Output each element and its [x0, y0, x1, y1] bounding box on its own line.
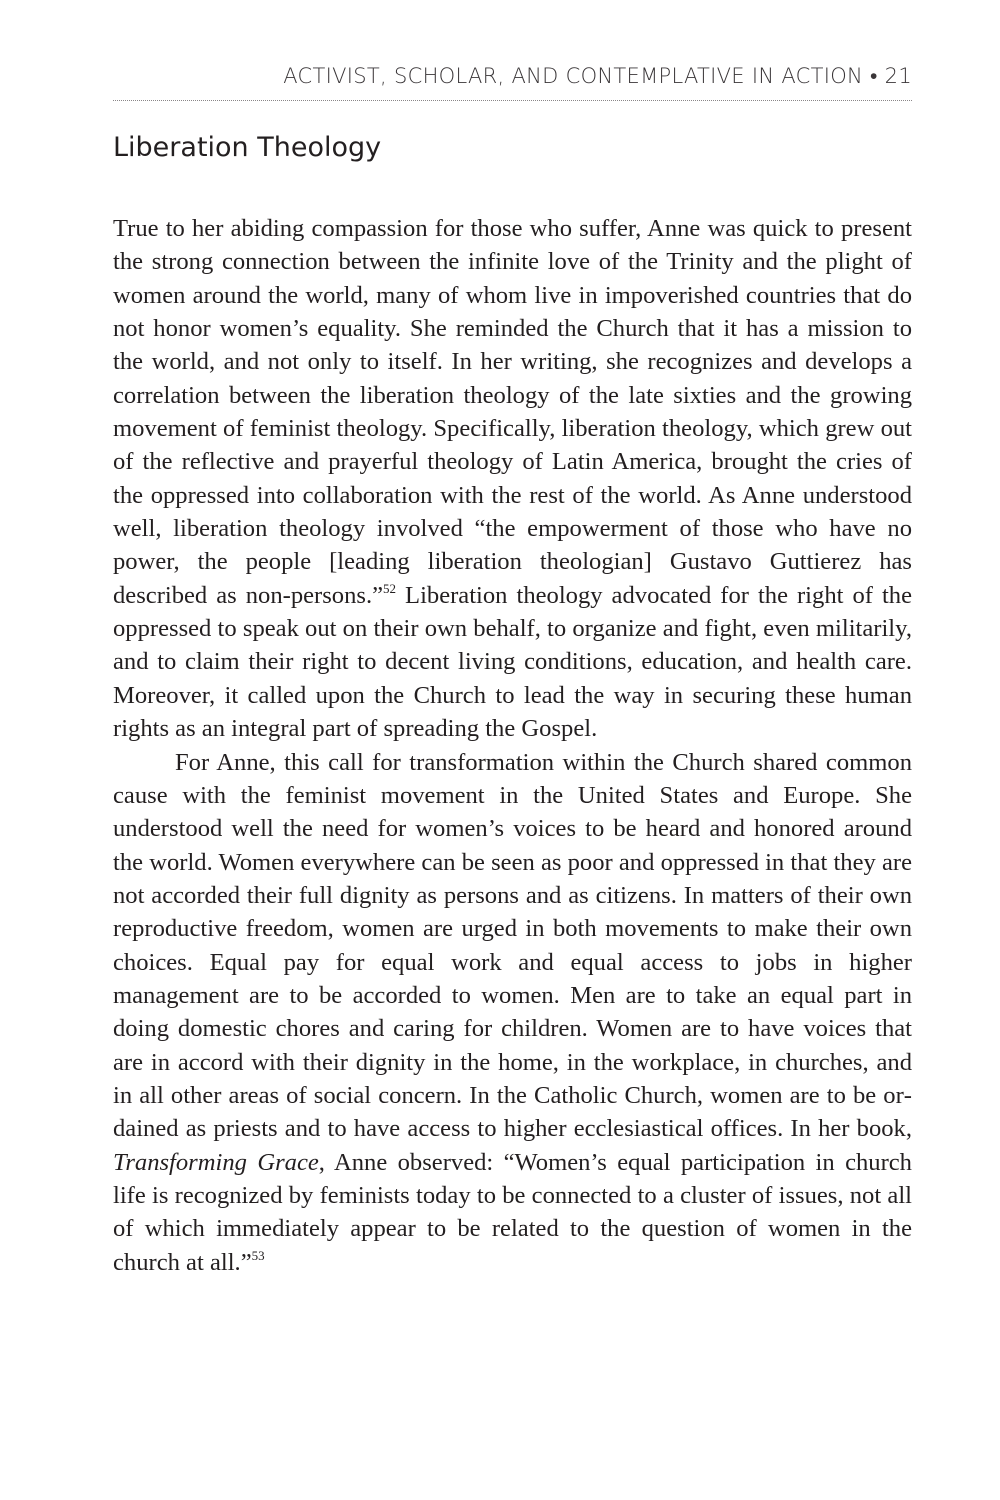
- footnote-ref-53: 53: [251, 1247, 265, 1263]
- footnote-ref-52: 52: [383, 580, 397, 596]
- paragraph-2-text-b: , Anne observed: “Women’s equal participation in church life is recognized by feminists today to be connected to a cluster of issues, not all of which immediately appear to be related to the question of women in the church at all.”: [113, 1148, 912, 1276]
- page-number: 21: [884, 64, 912, 88]
- header-dotted-rule: [113, 100, 912, 101]
- paragraph-2: [113, 746, 912, 1280]
- header-separator: •: [870, 64, 878, 88]
- body-text: [113, 212, 912, 1279]
- book-title: Transforming Grace: [113, 1148, 319, 1176]
- paragraph-2-text-a: For Anne, this call for transformation within the Church shared common cause with the feminist movement in the United States and Europe. She understood well the need for women’s voices to be heard and honored around the world. Women everywhere can be seen as poor and oppressed in that they are not accorded their full dignity as persons and as citizens. In matters of their own reproductive freedom, women are urged in both movements to make their own choices. Equal pay for equal work and equal access to jobs in higher management are to be accorded to women. Men are to take an equal part in doing domestic chores and caring for children. Women are to have voices that are in accord with their dignity in the home, in the workplace, in churches, and in all other areas of social concern. In the Catholic Church, women are to be ordained as priests and to have access to higher ecclesiastical offices. In her book,: [113, 748, 912, 1143]
- running-title: ACTIVIST, SCHOLAR, AND CONTEMPLATIVE IN ACTION: [283, 64, 864, 88]
- paragraph-1-text-b: Liberation theology advocated for the right of the oppressed to speak out on their own behalf, to organize and fight, even militarily, and to claim their right to decent living conditions, education, and health care. Moreover, it called upon the Church to lead the way in securing these human rights as an integral part of spreading the Gospel.: [113, 581, 912, 743]
- paragraph-1: [113, 212, 912, 746]
- section-title: Liberation Theology: [113, 132, 382, 163]
- running-head: [113, 64, 912, 89]
- paragraph-1-text-a: True to her abiding compassion for those who suffer, Anne was quick to present the strong connection between the infinite love of the Trinity and the plight of women around the world, many of whom live in impoverished countries that do not honor women’s equality. She reminded the Church that it has a mission to the world, and not only to itself. In her writing, she recognizes and develops a correlation between the liberation theology of the late sixties and the growing movement of feminist theology. Specifically, liberation theology, which grew out of the reflective and prayerful theology of Latin America, brought the cries of the oppressed into collaboration with the rest of the world. As Anne understood well, liberation theology involved “the empowerment of those who have no power, the people [leading liberation theologian] Gustavo Guttierez has described as non-persons.”: [113, 215, 912, 609]
